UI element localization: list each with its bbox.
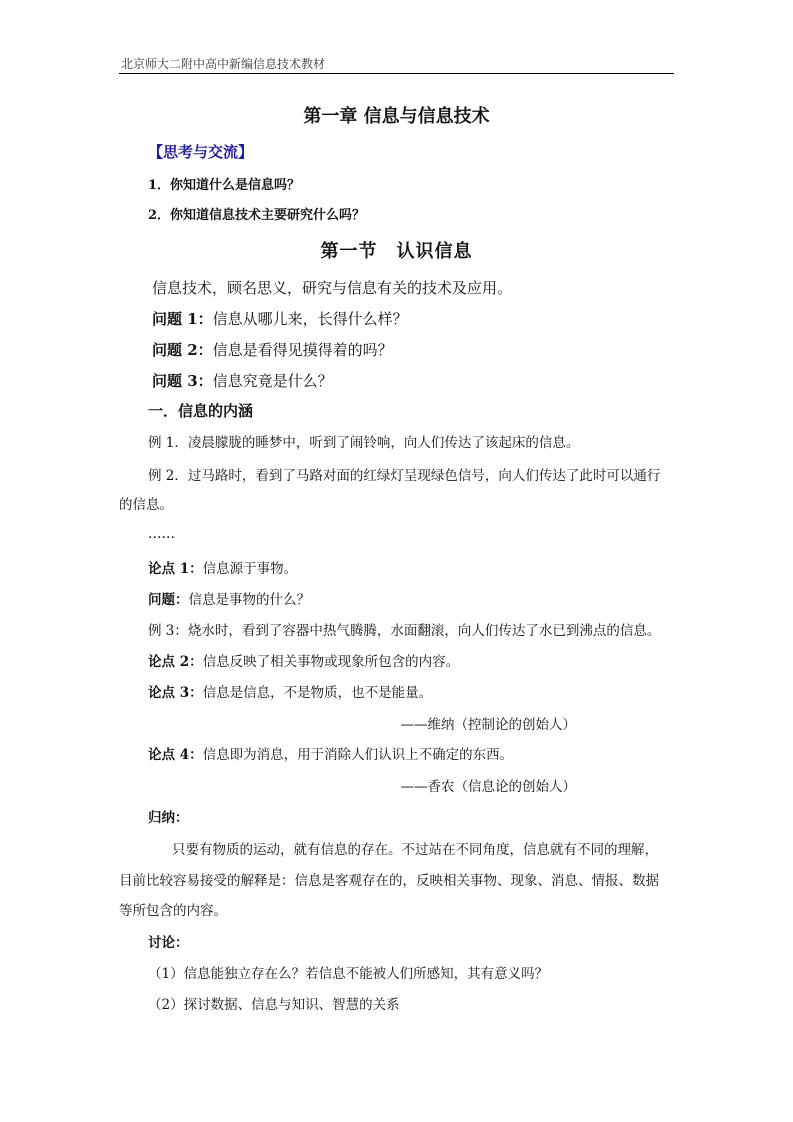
point-label: 论点 3：: [148, 685, 203, 701]
section-title: 第一节 认识信息: [320, 241, 473, 262]
summary-line: 只要有物质的运动，就有信息的存在。不过站在不同角度，信息就有不同的理解，: [172, 842, 658, 858]
summary-line: 等所包含的内容。: [119, 903, 227, 919]
point-3-source: ——维纳（控制论的创始人）: [400, 717, 576, 733]
example-1: 例 1．凌晨朦胧的睡梦中，听到了闹铃响，向人们传达了该起床的信息。: [148, 435, 580, 451]
question-text: 信息是事物的什么？: [188, 592, 310, 608]
point-label: 论点 1：: [148, 561, 203, 577]
think-label: 【思考与交流】: [148, 143, 254, 161]
summary-label: 归纳：: [148, 810, 189, 826]
problem-text: 信息究竟是什么？: [212, 372, 333, 390]
example-2-line-1: 例 2．过马路时，看到了马路对面的红绿灯呈现绿色信号，向人们传达了此时可以通行: [148, 468, 661, 484]
point-text: 信息是信息，不是物质，也不是能量。: [202, 685, 433, 701]
point-1: [148, 563, 297, 577]
problem-label: 问题 1：: [152, 310, 213, 328]
question-2: 2．你知道信息技术主要研究什么吗？: [148, 208, 366, 223]
question-label: 问题：: [148, 592, 189, 608]
question: [148, 594, 310, 608]
point-4-source: ——香农（信息论的创始人）: [400, 779, 576, 795]
intro-text: 信息技术，顾名思义，研究与信息有关的技术及应用。: [152, 279, 513, 297]
problem-text: 信息从哪儿来，长得什么样？: [212, 310, 408, 328]
discussion-item: （2）探讨数据、信息与知识、智慧的关系: [148, 997, 400, 1013]
summary-line: 目前比较容易接受的解释是：信息是客观存在的，反映相关事物、现象、消息、情报、数据: [119, 873, 659, 889]
point-4: [148, 749, 513, 763]
point-label: 论点 2：: [148, 654, 203, 670]
example-2-line-2: 的信息。: [119, 497, 173, 513]
point-text: 信息源于事物。: [202, 561, 298, 577]
header-rule: [119, 73, 674, 74]
problem-label: 问题 2：: [152, 341, 213, 359]
problem-2: [152, 343, 393, 358]
problem-3: [152, 374, 333, 389]
problem-label: 问题 3：: [152, 372, 213, 390]
discussion-item: （1）信息能独立存在么？若信息不能被人们所感知，其有意义吗？: [148, 966, 549, 982]
point-2: [148, 656, 459, 670]
ellipsis: ……: [148, 526, 175, 542]
problem-1: [152, 312, 408, 327]
problem-text: 信息是看得见摸得着的吗？: [212, 341, 393, 359]
point-label: 论点 4：: [148, 747, 203, 763]
point-text: 信息即为消息，用于消除人们认识上不确定的东西。: [202, 747, 514, 763]
page-header: 北京师大二附中高中新编信息技术教材: [121, 57, 326, 71]
chapter-title: 第一章 信息与信息技术: [303, 106, 490, 127]
point-text: 信息反映了相关事物或现象所包含的内容。: [202, 654, 460, 670]
point-3: [148, 687, 432, 701]
example-3: 例 3：烧水时，看到了容器中热气腾腾，水面翻滚，向人们传达了水已到沸点的信息。: [148, 623, 661, 639]
discussion-label: 讨论：: [148, 935, 189, 951]
question-1: 1．你知道什么是信息吗？: [148, 178, 301, 193]
subheading: 一．信息的内涵: [148, 402, 254, 420]
